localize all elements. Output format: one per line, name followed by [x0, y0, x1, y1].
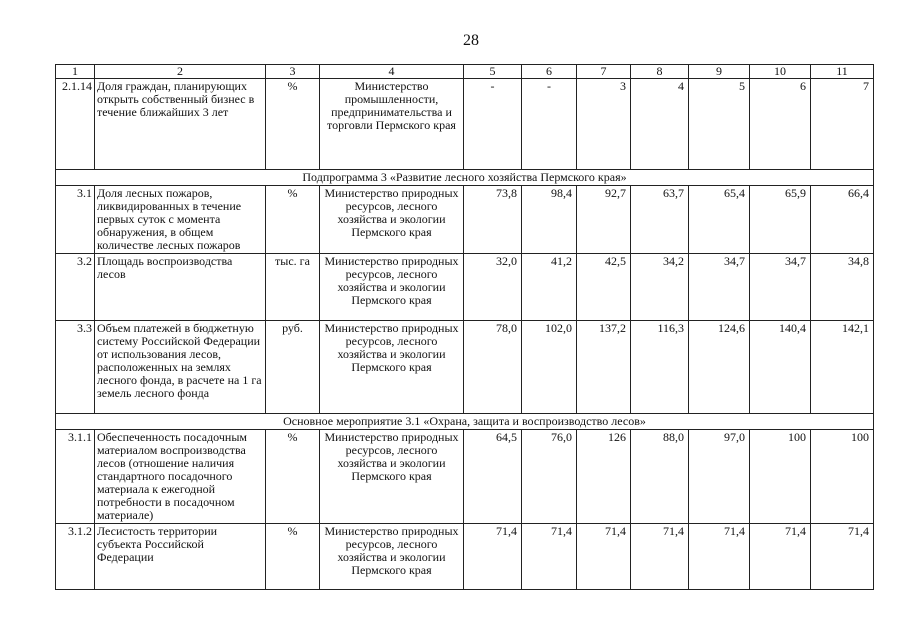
- indicator-code: 3.1: [56, 186, 95, 254]
- value-cell: 71,4: [811, 524, 874, 590]
- value-cell: 65,9: [750, 186, 811, 254]
- section-title: Подпрограмма 3 «Развитие лесного хозяйства Пермского края»: [56, 170, 874, 186]
- value-cell: 124,6: [689, 321, 750, 414]
- responsible-org: Министерство природных ресурсов, лесного хозяйства и экологии Пермского края: [320, 186, 464, 254]
- table-row: [56, 321, 874, 414]
- value-cell: 78,0: [464, 321, 522, 414]
- value-cell: 88,0: [631, 430, 689, 524]
- indicator-code: 2.1.14: [56, 79, 95, 170]
- value-cell: 71,4: [750, 524, 811, 590]
- table-row: [56, 186, 874, 254]
- value-cell: -: [522, 79, 577, 170]
- value-cell: 92,7: [577, 186, 631, 254]
- indicator-code: 3.3: [56, 321, 95, 414]
- column-header-7: 7: [577, 65, 631, 79]
- value-cell: 34,7: [689, 254, 750, 321]
- responsible-org: Министерство природных ресурсов, лесного хозяйства и экологии Пермского края: [320, 321, 464, 414]
- value-cell: 71,4: [631, 524, 689, 590]
- value-cell: 41,2: [522, 254, 577, 321]
- section-row: [56, 414, 874, 430]
- value-cell: 140,4: [750, 321, 811, 414]
- indicator-name: Площадь воспроизводства лесов: [95, 254, 266, 321]
- unit-cell: %: [266, 79, 320, 170]
- table-row: [56, 79, 874, 170]
- responsible-org: Министерство природных ресурсов, лесного хозяйства и экологии Пермского края: [320, 254, 464, 321]
- column-header-11: 11: [811, 65, 874, 79]
- responsible-org: Министерство природных ресурсов, лесного хозяйства и экологии Пермского края: [320, 524, 464, 590]
- value-cell: 73,8: [464, 186, 522, 254]
- value-cell: 6: [750, 79, 811, 170]
- value-cell: 98,4: [522, 186, 577, 254]
- value-cell: 100: [750, 430, 811, 524]
- value-cell: 126: [577, 430, 631, 524]
- value-cell: 64,5: [464, 430, 522, 524]
- page-number: 28: [463, 32, 479, 49]
- value-cell: 5: [689, 79, 750, 170]
- value-cell: 42,5: [577, 254, 631, 321]
- indicator-code: 3.1.2: [56, 524, 95, 590]
- section-title: Основное мероприятие 3.1 «Охрана, защита и воспроизводство лесов»: [56, 414, 874, 430]
- table-row: [56, 430, 874, 524]
- responsible-org: Министерство промышленности, предпринимательства и торговли Пермского края: [320, 79, 464, 170]
- table-row: [56, 524, 874, 590]
- column-header-6: 6: [522, 65, 577, 79]
- unit-cell: руб.: [266, 321, 320, 414]
- column-header-4: 4: [320, 65, 464, 79]
- indicator-name: Доля граждан, планирующих открыть собственный бизнес в течение ближайших 3 лет: [95, 79, 266, 170]
- unit-cell: %: [266, 430, 320, 524]
- value-cell: 97,0: [689, 430, 750, 524]
- column-header-2: 2: [95, 65, 266, 79]
- value-cell: 76,0: [522, 430, 577, 524]
- column-header-5: 5: [464, 65, 522, 79]
- column-header-8: 8: [631, 65, 689, 79]
- unit-cell: %: [266, 186, 320, 254]
- value-cell: 34,2: [631, 254, 689, 321]
- value-cell: 142,1: [811, 321, 874, 414]
- indicator-name: Обеспеченность посадочным материалом воспроизводства лесов (отношение наличия стандартного посадочного материала к ежегодной потребности в посадочном материале): [95, 430, 266, 524]
- value-cell: 66,4: [811, 186, 874, 254]
- indicators-table: [55, 64, 874, 590]
- value-cell: 71,4: [464, 524, 522, 590]
- responsible-org: Министерство природных ресурсов, лесного хозяйства и экологии Пермского края: [320, 430, 464, 524]
- section-row: [56, 170, 874, 186]
- unit-cell: тыс. га: [266, 254, 320, 321]
- table-row: [56, 254, 874, 321]
- value-cell: 71,4: [577, 524, 631, 590]
- value-cell: 34,8: [811, 254, 874, 321]
- value-cell: 71,4: [689, 524, 750, 590]
- indicator-code: 3.2: [56, 254, 95, 321]
- value-cell: 32,0: [464, 254, 522, 321]
- value-cell: 100: [811, 430, 874, 524]
- indicator-name: Объем платежей в бюджетную систему Российской Федерации от использования лесов, расположенных на землях лесного фонда, в расчете на 1 га земель лесного фонда: [95, 321, 266, 414]
- value-cell: 7: [811, 79, 874, 170]
- value-cell: 34,7: [750, 254, 811, 321]
- table-header-row: [56, 65, 874, 79]
- value-cell: 116,3: [631, 321, 689, 414]
- indicator-name: Лесистость территории субъекта Российской Федерации: [95, 524, 266, 590]
- value-cell: -: [464, 79, 522, 170]
- column-header-9: 9: [689, 65, 750, 79]
- value-cell: 3: [577, 79, 631, 170]
- value-cell: 63,7: [631, 186, 689, 254]
- column-header-3: 3: [266, 65, 320, 79]
- column-header-1: 1: [56, 65, 95, 79]
- value-cell: 71,4: [522, 524, 577, 590]
- table-body: [56, 79, 874, 590]
- value-cell: 137,2: [577, 321, 631, 414]
- indicator-name: Доля лесных пожаров, ликвидированных в течение первых суток с момента обнаружения, в общем количестве лесных пожаров: [95, 186, 266, 254]
- unit-cell: %: [266, 524, 320, 590]
- value-cell: 102,0: [522, 321, 577, 414]
- column-header-10: 10: [750, 65, 811, 79]
- value-cell: 65,4: [689, 186, 750, 254]
- value-cell: 4: [631, 79, 689, 170]
- indicator-code: 3.1.1: [56, 430, 95, 524]
